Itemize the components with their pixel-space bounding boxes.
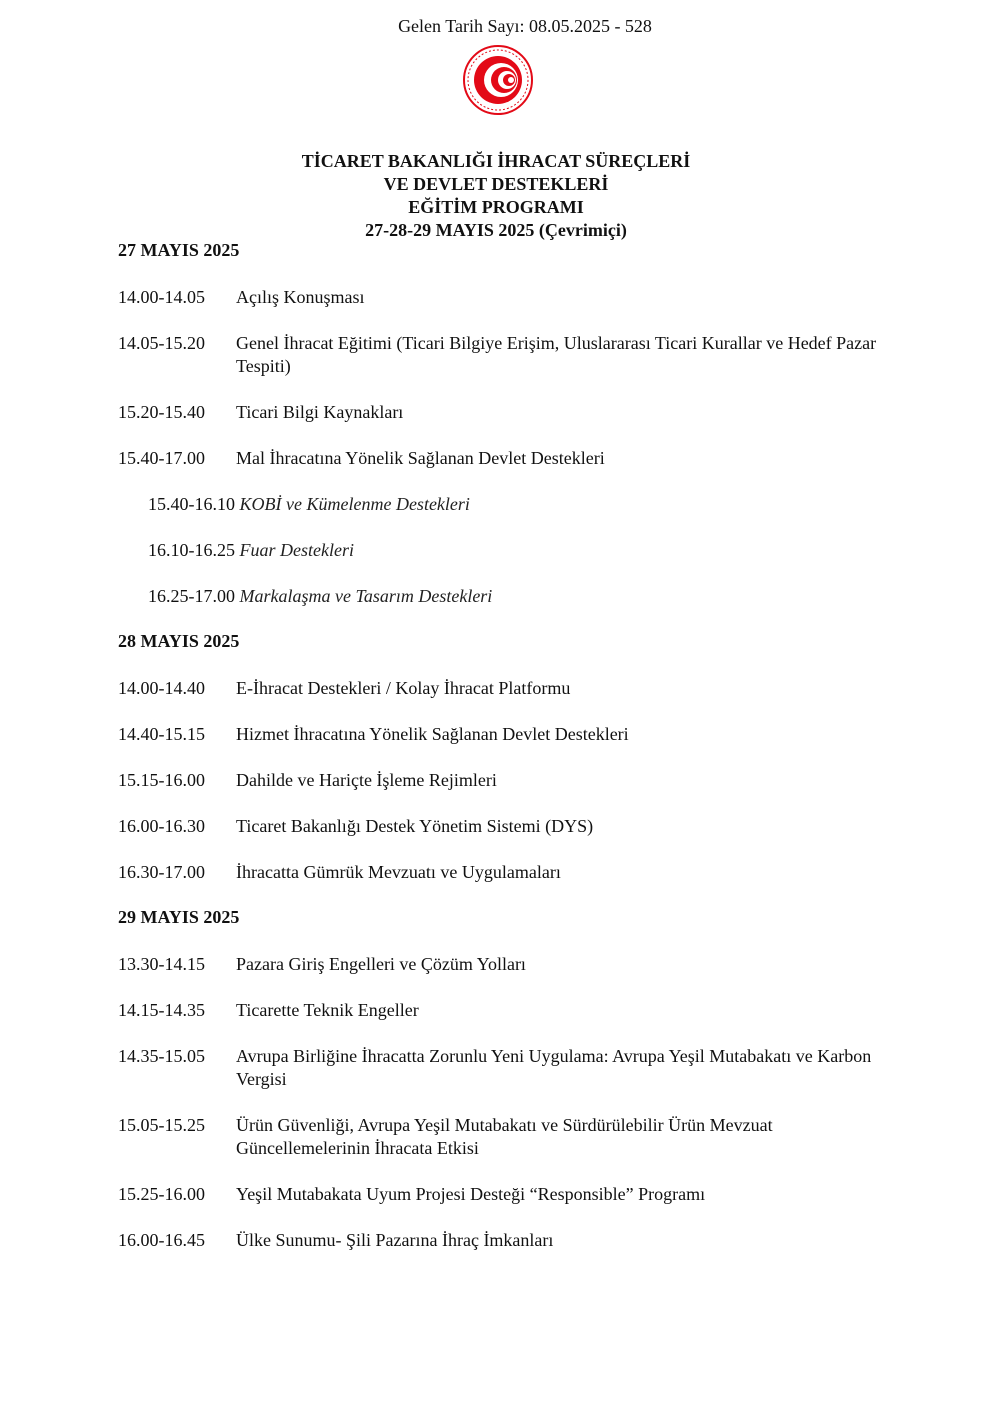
schedule-row [118, 769, 878, 792]
sub-session-time: 16.25-17.00 [148, 586, 235, 606]
session-time: 15.15-16.00 [118, 770, 205, 790]
day-heading-2: 28 MAYIS 2025 [118, 631, 240, 651]
session-time: 16.30-17.00 [118, 862, 205, 882]
session-time: 15.05-15.25 [118, 1115, 205, 1135]
session-topic: İhracatta Gümrük Mevzuatı ve Uygulamaları [236, 862, 561, 882]
session-topic: Ticaret Bakanlığı Destek Yönetim Sistemi (DYS) [236, 816, 594, 836]
title-line-4: 27-28-29 MAYIS 2025 (Çevrimiçi) [365, 220, 627, 240]
sub-session-topic: KOBİ ve Kümelenme Destekleri [239, 494, 470, 514]
session-topic: Hizmet İhracatına Yönelik Sağlanan Devlet Destekleri [236, 724, 629, 744]
session-topic: Dahilde ve Hariçte İşleme Rejimleri [236, 770, 497, 790]
sub-session-time: 15.40-16.10 [148, 494, 235, 514]
sub-session-row [148, 539, 354, 562]
session-time: 14.15-14.35 [118, 1000, 205, 1020]
session-time: 16.00-16.30 [118, 816, 205, 836]
session-topic: Ticari Bilgi Kaynakları [236, 402, 404, 422]
sub-session-topic: Markalaşma ve Tasarım Destekleri [239, 586, 493, 606]
program-title [0, 150, 992, 242]
session-topic: Ülke Sunumu- Şili Pazarına İhraç İmkanları [236, 1230, 554, 1250]
session-time: 14.40-15.15 [118, 724, 205, 744]
schedule-row [118, 332, 878, 378]
sub-session-row [148, 585, 492, 608]
schedule-row [118, 1114, 878, 1160]
session-topic: Pazara Giriş Engelleri ve Çözüm Yolları [236, 954, 526, 974]
day-heading-1: 27 MAYIS 2025 [118, 240, 240, 260]
session-time: 15.20-15.40 [118, 402, 205, 422]
session-time: 15.25-16.00 [118, 1184, 205, 1204]
schedule-row [118, 861, 878, 884]
title-line-3: EĞİTİM PROGRAMI [408, 197, 584, 217]
schedule-row [118, 677, 878, 700]
title-line-2: VE DEVLET DESTEKLERİ [383, 174, 609, 194]
schedule-row [118, 953, 878, 976]
session-topic: Ürün Güvenliği, Avrupa Yeşil Mutabakatı ve Sürdürülebilir Ürün Mevzuat Güncellemelerinin İhracata Etkisi [236, 1115, 773, 1158]
session-time: 13.30-14.15 [118, 954, 205, 974]
session-topic: Genel İhracat Eğitimi (Ticari Bilgiye Erişim, Uluslararası Ticari Kurallar ve Hedef Pazar Tespiti) [236, 333, 877, 376]
session-time: 14.00-14.40 [118, 678, 205, 698]
sub-session-time: 16.10-16.25 [148, 540, 235, 560]
day-heading-3: 29 MAYIS 2025 [118, 907, 240, 927]
sub-session-row [148, 493, 470, 516]
schedule-row [118, 999, 878, 1022]
schedule-row [118, 286, 878, 309]
title-line-1: TİCARET BAKANLIĞI İHRACAT SÜREÇLERİ [301, 151, 691, 171]
session-topic: E-İhracat Destekleri / Kolay İhracat Platformu [236, 678, 571, 698]
ministry-seal-logo [460, 42, 536, 118]
schedule-row [118, 1183, 878, 1206]
session-topic: Yeşil Mutabakata Uyum Projesi Desteği “Responsible” Programı [236, 1184, 706, 1204]
incoming-reference: Gelen Tarih Sayı: 08.05.2025 - 528 [398, 16, 652, 36]
session-time: 15.40-17.00 [118, 448, 205, 468]
schedule-row [118, 815, 878, 838]
schedule-row [118, 723, 878, 746]
session-topic: Avrupa Birliğine İhracatta Zorunlu Yeni Uygulama: Avrupa Yeşil Mutabakatı ve Karbon Vergisi [236, 1046, 872, 1089]
session-time: 14.05-15.20 [118, 333, 205, 353]
session-topic: Ticarette Teknik Engeller [236, 1000, 419, 1020]
session-topic: Mal İhracatına Yönelik Sağlanan Devlet Destekleri [236, 448, 605, 468]
session-time: 16.00-16.45 [118, 1230, 205, 1250]
session-time: 14.35-15.05 [118, 1046, 205, 1066]
schedule-row [118, 447, 878, 470]
schedule-row [118, 401, 878, 424]
schedule-row [118, 1229, 878, 1252]
session-topic: Açılış Konuşması [236, 287, 365, 307]
sub-session-topic: Fuar Destekleri [239, 540, 354, 560]
schedule-row [118, 1045, 878, 1091]
session-time: 14.00-14.05 [118, 287, 205, 307]
